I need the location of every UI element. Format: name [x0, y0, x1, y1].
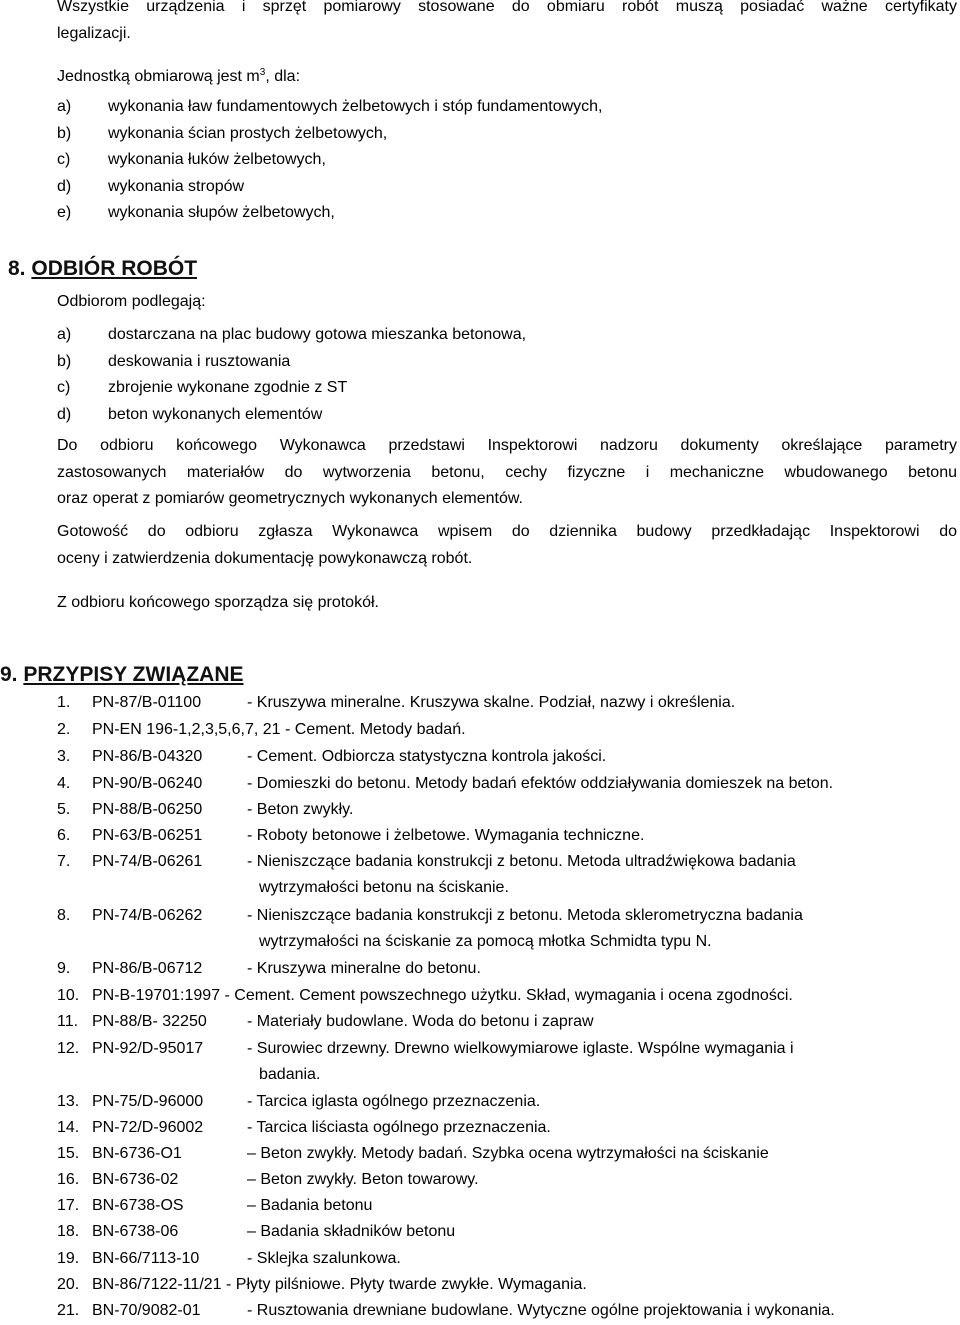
reference-description: - Cement. Odbiorcza statystyczna kontrola jakości.	[247, 748, 607, 765]
intro-paragraph	[57, 0, 957, 47]
unit-statement: Jednostką obmiarową jest $m^3$, dla:	[57, 67, 301, 85]
reference-code: PN-63/B-06251	[92, 827, 203, 844]
reference-code: PN-88/B- 32250	[92, 1013, 207, 1030]
section-heading-9: 9. PRZYPISY ZWIĄZANE	[0, 663, 244, 686]
reference-number: 21.	[57, 1302, 80, 1319]
reference-description: PN-B-19701:1997 - Cement. Cement powszechnego użytku. Skład, wymagania i ocena zgodności.	[92, 987, 793, 1004]
reference-description: - Kruszywa mineralne. Kruszywa skalne. Podział, nazwy i określenia.	[247, 694, 736, 711]
reference-description: - Tarcica iglasta ogólnego przeznaczenia.	[247, 1093, 541, 1110]
unit-superscript: 3	[259, 67, 266, 78]
reference-description: - Beton zwykły.	[247, 801, 354, 818]
reference-code: PN-86/B-04320	[92, 748, 203, 765]
final-acceptance-paragraph: Do odbioru końcowego Wykonawca przedstawi Inspektorowi nadzoru dokumenty określające parametry zastosowanych materiałów do wytworzenia betonu, cechy fizyczne i mechaniczne wbudowanego betonu oraz operat z pomiarów geometrycznych wykonanych elementów.	[57, 437, 957, 507]
units-list	[57, 94, 937, 227]
list-item: a) dostarczana na plac budowy gotowa mieszanka betonowa,	[57, 326, 527, 343]
reference-description: - Surowiec drzewny. Drewno wielkowymiarowe iglaste. Wspólne wymagania i	[247, 1040, 794, 1057]
reference-description: - Domieszki do betonu. Metody badań efektów oddziaływania domieszek na beton.	[247, 775, 834, 792]
reference-code: BN-6736-O1	[92, 1145, 182, 1162]
list-item: b) deskowania i rusztowania	[57, 352, 291, 370]
reference-description: – Beton zwykły. Beton towarowy.	[247, 1171, 479, 1188]
reference-description: – Badania betonu	[247, 1197, 373, 1214]
reference-number: 7.	[57, 853, 71, 870]
reference-code: PN-92/D-95017	[92, 1040, 204, 1057]
list-item: d) wykonania stropów	[57, 177, 245, 195]
reference-description: - Nieniszczące badania konstrukcji z betonu. Metoda sklerometryczna badania	[247, 907, 803, 924]
section-title: ODBIÓR ROBÓT	[31, 257, 198, 280]
reference-number: 13.	[57, 1093, 80, 1110]
intro-line: Wszystkie urządzenia i sprzęt pomiarowy stosowane do obmiaru robót muszą posiadać ważne certyfikaty	[57, 0, 957, 15]
list-item: c) zbrojenie wykonane zgodnie z ST	[57, 379, 348, 396]
reference-number: 14.	[57, 1119, 80, 1136]
reference-description: - Tarcica liściasta ogólnego przeznaczenia.	[247, 1119, 551, 1136]
reference-code: PN-75/D-96000	[92, 1093, 204, 1110]
list-item: e) wykonania słupów żelbetowych,	[57, 204, 335, 221]
reference-description: - Nieniszczące badania konstrukcji z betonu. Metoda ultradźwiękowa badania	[247, 853, 796, 870]
reference-number: 2.	[57, 721, 71, 738]
reference-description-continued: wytrzymałości betonu na ściskanie.	[259, 879, 509, 896]
list-item: c) wykonania łuków żelbetowych,	[57, 151, 326, 168]
reference-number: 4.	[57, 775, 71, 792]
reference-description: – Beton zwykły. Metody badań. Szybka ocena wytrzymałości na ściskanie	[247, 1145, 769, 1162]
reference-description: PN-EN 196-1,2,3,5,6,7, 21 - Cement. Metody badań.	[92, 721, 466, 738]
list-item: b) wykonania ścian prostych żelbetowych,	[57, 124, 388, 142]
reference-number: 5.	[57, 801, 71, 818]
list-item: a) wykonania ław fundamentowych żelbetowych i stóp fundamentowych,	[57, 98, 603, 115]
reference-code: PN-72/D-96002	[92, 1119, 204, 1136]
readiness-paragraph: Gotowość do odbioru zgłasza Wykonawca wpisem do dziennika budowy przedkładając Inspektorowi do oceny i zatwierdzenia dokumentację powykonawczą robót.	[57, 523, 957, 567]
list-item: d) beton wykonanych elementów	[57, 405, 323, 423]
section-heading-8: 8. ODBIÓR ROBÓT	[8, 257, 198, 280]
reference-code: PN-87/B-01100	[92, 694, 202, 711]
section-title: PRZYPISY ZWIĄZANE	[23, 663, 244, 686]
reference-code: BN-6736-02	[92, 1171, 179, 1188]
reference-description: BN-86/7122-11/21 - Płyty pilśniowe. Płyty twarde zwykłe. Wymagania.	[92, 1276, 587, 1293]
reference-number: 3.	[57, 748, 71, 765]
reference-number: 8.	[57, 907, 71, 924]
reference-code: PN-74/B-06262	[92, 907, 203, 924]
acceptance-list	[57, 322, 937, 428]
reference-number: 9.	[57, 960, 71, 977]
reference-code: BN-66/7113-10	[92, 1250, 200, 1267]
reference-description: – Badania składników betonu	[247, 1223, 456, 1240]
section-lead: Odbiorom podlegają:	[57, 293, 206, 310]
reference-description: - Materiały budowlane. Woda do betonu i zapraw	[247, 1013, 594, 1030]
reference-code: BN-70/9082-01	[92, 1302, 201, 1319]
reference-number: 20.	[57, 1276, 80, 1293]
reference-number: 16.	[57, 1171, 80, 1188]
reference-number: 15.	[57, 1145, 80, 1162]
reference-description: - Sklejka szalunkowa.	[247, 1250, 401, 1267]
reference-code: PN-88/B-06250	[92, 801, 203, 818]
reference-number: 19.	[57, 1250, 80, 1267]
reference-description-continued: wytrzymałości na ściskanie za pomocą młotka Schmidta typu N.	[259, 933, 712, 950]
protocol-paragraph: Z odbioru końcowego sporządza się protokół.	[57, 594, 379, 611]
reference-code: BN-6738-06	[92, 1223, 179, 1240]
reference-number: 11.	[57, 1013, 79, 1030]
reference-description: - Rusztowania drewniane budowlane. Wytyczne ogólne projektowania i wykonania.	[247, 1302, 835, 1319]
reference-number: 6.	[57, 827, 71, 844]
reference-code: PN-86/B-06712	[92, 960, 203, 977]
reference-code: BN-6738-OS	[92, 1197, 184, 1214]
reference-number: 12.	[57, 1040, 80, 1057]
reference-number: 18.	[57, 1223, 80, 1240]
reference-number: 1.	[57, 694, 71, 711]
reference-number: 10.	[57, 987, 80, 1004]
reference-number: 17.	[57, 1197, 80, 1214]
reference-description: - Roboty betonowe i żelbetowe. Wymagania techniczne.	[247, 827, 645, 844]
reference-description-continued: badania.	[259, 1066, 321, 1083]
intro-line: legalizacji.	[57, 24, 131, 42]
reference-description: - Kruszywa mineralne do betonu.	[247, 960, 481, 977]
reference-code: PN-74/B-06261	[92, 853, 203, 870]
reference-code: PN-90/B-06240	[92, 775, 203, 792]
